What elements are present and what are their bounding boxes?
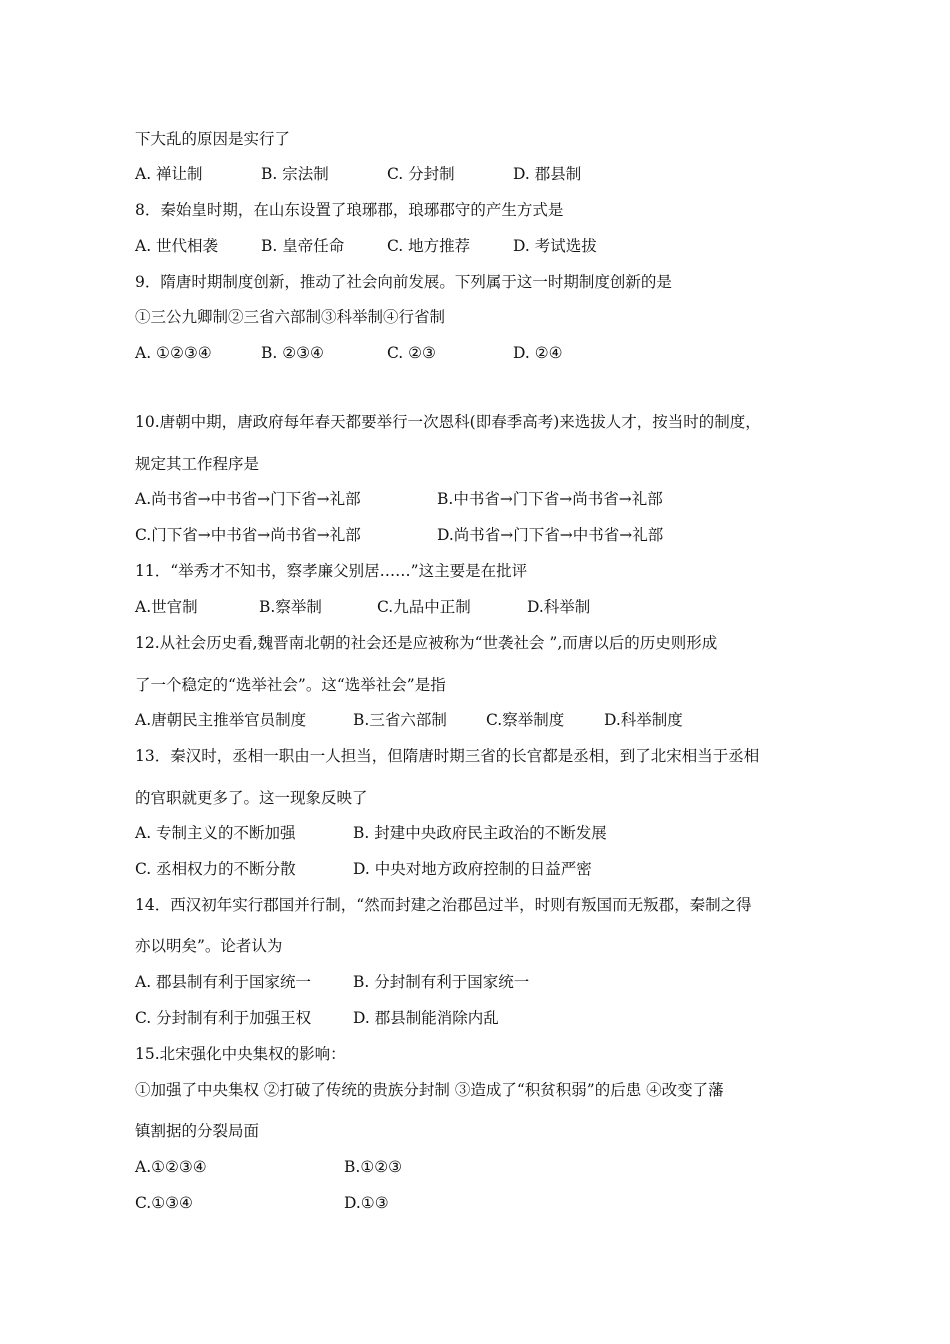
q7-option-d: D. 郡县制 xyxy=(513,165,582,183)
q9-items: ①三公九卿制②三省六部制③科举制④行省制 xyxy=(135,308,446,326)
q10-stem-line1: 10.唐朝中期，唐政府每年春天都要举行一次恩科(即春季高考)来选拔人才，按当时的制度， xyxy=(135,413,761,431)
q7-option-a: A. 禅让制 xyxy=(135,165,203,183)
q10-option-d: D.尚书省→门下省→中书省→礼部 xyxy=(437,526,664,544)
q14-option-b: B. 分封制有利于国家统一 xyxy=(353,973,530,991)
q13-stem-line1: 13．秦汉时，丞相一职由一人担当，但隋唐时期三省的长官都是丞相，到了北宋相当于丞相 xyxy=(135,747,760,765)
q7-option-c: C. 分封制 xyxy=(387,165,455,183)
q10-option-c: C.门下省→中书省→尚书省→礼部 xyxy=(135,526,361,544)
q15-items-line2: 镇割据的分裂局面 xyxy=(135,1122,260,1140)
q8-option-d: D. 考试选拔 xyxy=(513,237,597,255)
q13-option-c: C. 丞相权力的不断分散 xyxy=(135,860,296,878)
q11-option-a: A.世官制 xyxy=(135,598,198,616)
q12-stem-line2: 了一个稳定的“选举社会”。这“选举社会”是指 xyxy=(135,676,446,694)
q12-option-a: A.唐朝民主推举官员制度 xyxy=(135,711,307,729)
q9-stem: 9．隋唐时期制度创新，推动了社会向前发展。下列属于这一时期制度创新的是 xyxy=(135,273,672,291)
q13-stem-line2: 的官职就更多了。这一现象反映了 xyxy=(135,789,368,807)
q15-option-a: A.①②③④ xyxy=(135,1158,207,1176)
q8-stem: 8．秦始皇时期，在山东设置了琅琊郡，琅琊郡守的产生方式是 xyxy=(135,201,564,219)
q12-option-b: B.三省六部制 xyxy=(353,711,447,729)
q11-option-d: D.科举制 xyxy=(527,598,591,616)
q15-option-b: B.①②③ xyxy=(344,1158,403,1176)
q8-option-b: B. 皇帝任命 xyxy=(261,237,345,255)
q10-option-b: B.中书省→门下省→尚书省→礼部 xyxy=(437,490,663,508)
q10-stem-line2: 规定其工作程序是 xyxy=(135,455,260,473)
q13-option-b: B. 封建中央政府民主政治的不断发展 xyxy=(353,824,607,842)
q12-stem-line1: 12.从社会历史看,魏晋南北朝的社会还是应被称为“世袭社会 ”,而唐以后的历史则形成 xyxy=(135,634,718,652)
q14-option-a: A. 郡县制有利于国家统一 xyxy=(135,973,312,991)
q9-option-b: B. ②③④ xyxy=(261,344,324,362)
q11-option-c: C.九品中正制 xyxy=(377,598,471,616)
q15-option-c: C.①③④ xyxy=(135,1194,193,1212)
q11-option-b: B.察举制 xyxy=(259,598,322,616)
q11-stem: 11．“举秀才不知书，察孝廉父别居……”这主要是在批评 xyxy=(135,562,528,580)
q12-option-d: D.科举制度 xyxy=(604,711,683,729)
q13-option-a: A. 专制主义的不断加强 xyxy=(135,824,296,842)
q9-option-c: C. ②③ xyxy=(387,344,436,362)
q7-option-b: B. 宗法制 xyxy=(261,165,329,183)
q14-option-d: D. 郡县制能消除内乱 xyxy=(353,1009,499,1027)
q9-option-a: A. ①②③④ xyxy=(135,344,212,362)
q12-option-c: C.察举制度 xyxy=(486,711,565,729)
q7-stem: 下大乱的原因是实行了 xyxy=(135,130,291,148)
q14-option-c: C. 分封制有利于加强王权 xyxy=(135,1009,312,1027)
q15-items-line1: ①加强了中央集权 ②打破了传统的贵族分封制 ③造成了“积贫积弱”的后患 ④改变了藩 xyxy=(135,1081,724,1099)
q13-option-d: D. 中央对地方政府控制的日益严密 xyxy=(353,860,592,878)
q8-option-c: C. 地方推荐 xyxy=(387,237,471,255)
q10-option-a: A.尚书省→中书省→门下省→礼部 xyxy=(135,490,361,508)
q14-stem-line2: 亦以明矣”。论者认为 xyxy=(135,937,283,955)
q14-stem-line1: 14．西汉初年实行郡国并行制，“然而封建之治郡邑过半，时则有叛国而无叛郡，秦制之得 xyxy=(135,896,752,914)
q9-option-d: D. ②④ xyxy=(513,344,563,362)
q15-stem: 15.北宋强化中央集权的影响： xyxy=(135,1045,346,1063)
q8-option-a: A. 世代相袭 xyxy=(135,237,219,255)
q15-option-d: D.①③ xyxy=(344,1194,389,1212)
